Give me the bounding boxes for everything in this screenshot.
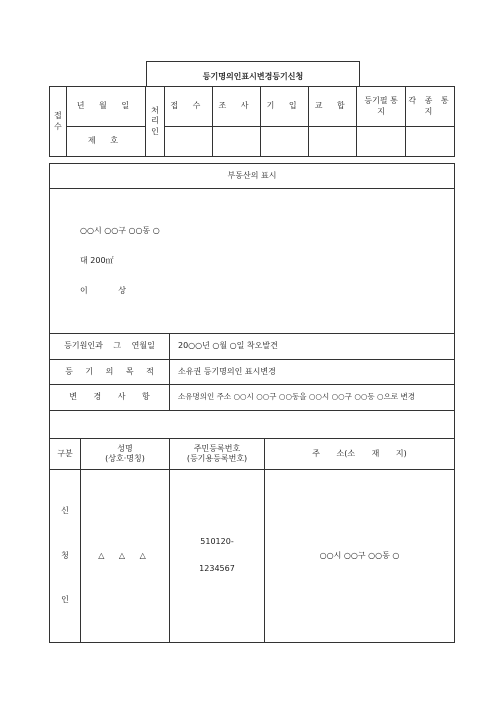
applicant-label: 신 청 인 [50,469,81,642]
property-description [50,189,455,334]
reception-table [49,86,455,157]
form-title-box [146,61,360,87]
col-notice-done: 등기필 통 지 [357,87,406,127]
form-title: 등기명의인표시변경등기신청 [202,72,304,81]
stamp-box-4 [309,127,357,157]
date-label: 년 월 일 [66,87,145,127]
col-type: 구분 [50,439,81,470]
property-line-2: 대 200㎡ [80,256,114,266]
col-id: 주민등록번호 (등기용등록번호) [170,439,265,470]
stamp-box-3 [261,127,309,157]
change-label: 변 경 사 항 [50,385,170,410]
property-header: 부동산의 표시 [50,164,455,189]
col-various-notice: 각 종 통 지 [406,87,455,127]
number-label: 제 호 [66,127,145,157]
blank-row [50,410,455,439]
stamp-box-2 [212,127,260,157]
applicant-id: 510120- 1234567 [170,469,265,642]
col-name: 성명 (상호·명칭) [81,439,170,470]
handler-label: 처 리 인 [146,87,165,157]
col-reception: 접 수 [164,87,212,127]
purpose-label: 등 기 의 목 적 [50,359,170,384]
col-address: 주 소(소 재 지) [265,439,455,470]
reception-label: 접 수 [50,87,67,157]
stamp-box-5 [357,127,406,157]
applicant-name: △ △ △ [81,469,170,642]
stamp-box-1 [164,127,212,157]
stamp-box-6 [406,127,455,157]
property-line-3: 이 상 [80,286,140,296]
cause-label: 등기원인과 그 연월일 [50,334,170,359]
col-check: 교 합 [309,87,357,127]
purpose-value: 소유권 등기명의인 표시변경 [170,359,455,384]
property-line-1: ○○시 ○○구 ○○동 ○ [80,226,160,236]
main-table [49,163,455,643]
change-value: 소유명의인 주소 ○○시 ○○구 ○○동을 ○○시 ○○구 ○○동 ○으로 변경 [170,385,455,410]
applicant-address: ○○시 ○○구 ○○동 ○ [265,469,455,642]
col-review: 조 사 [212,87,260,127]
col-entry: 기 입 [261,87,309,127]
cause-value: 20○○년 ○월 ○일 착오발견 [170,334,455,359]
